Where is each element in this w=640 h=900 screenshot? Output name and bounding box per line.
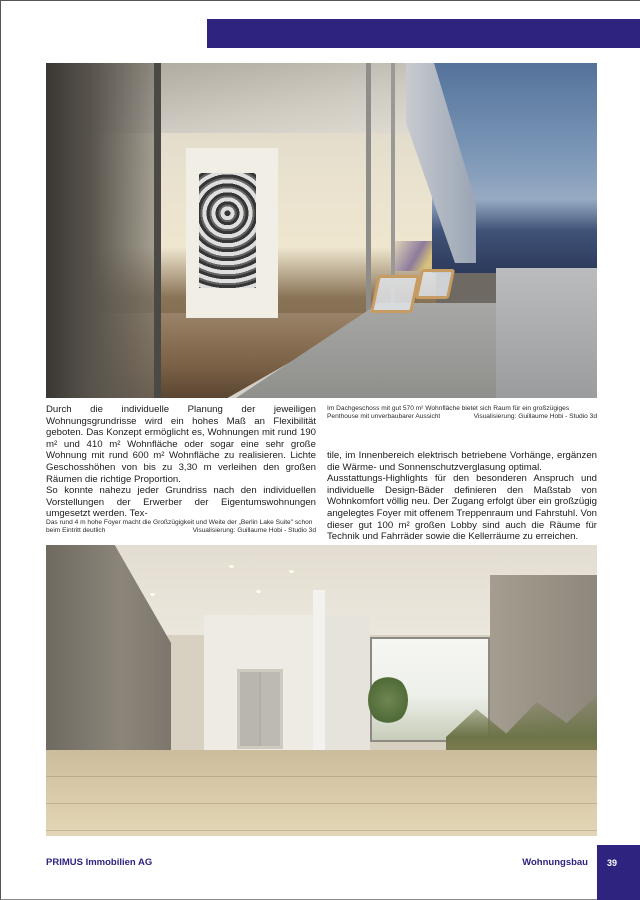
caption-credit: Visualisierung: Guillaume Hobi - Studio 3d	[192, 527, 316, 534]
floor-joints	[46, 750, 597, 836]
tree	[368, 675, 408, 725]
penthouse-caption	[327, 405, 597, 421]
paragraph: Durch die individuelle Planung der jeweiligen Wohnungsgrundrisse wird ein hohes Maß an Flexibilität geboten. Das Konzept ermöglicht es, Wohnungen mit rund 190 m² und 410 m² Wohnfläche oder sogar eine sehr große Wohnung mit rund 600 m² Wohnfläche zu realisieren. Lichte Geschosshöhen von bis zu 3,30 m verleihen den großen Räumen die richtige Proportion.	[46, 404, 316, 485]
caption-text: Im Dachgeschoss mit gut 570 m² Wohnfläche bietet sich Raum für ein großzügiges Penthouse mit unverbaubarer Aussicht	[327, 405, 570, 420]
support-column	[313, 590, 325, 760]
ceiling-light	[289, 570, 294, 573]
page-number-tab	[597, 845, 640, 900]
caption-text: Das rund 4 m hohe Foyer macht die Großzügigkeit und Weite der „Berlin Lake Suite" schon beim Eintritt deutlich	[46, 519, 313, 534]
paragraph: So konnte nahezu jeder Grundriss nach den individuellen Vorstellungen der Erwerber der Eigentumswohnungen umgesetzt werden. Tex-	[46, 485, 316, 520]
footer-publisher: PRIMUS Immobilien AG	[46, 857, 153, 868]
partition-wall	[325, 615, 370, 760]
terrace-parapet	[496, 268, 597, 398]
page-number: 39	[606, 858, 617, 868]
abstract-painting	[199, 173, 256, 288]
window-mullion	[154, 63, 161, 398]
foyer-caption	[46, 519, 316, 535]
lounge-chair	[415, 269, 455, 299]
body-column-left	[46, 404, 316, 520]
body-column-right	[327, 450, 597, 543]
paragraph: Ausstattungs-Highlights für den besonderen Anspruch und individuelle Design-Bäder definieren den Maßstab von Wohnkomfort völlig neu. Der Zugang erfolgt über ein großzügig angelegtes Foyer mit offenem Treppenraum und Fahrstuhl. Von dieser gut 100 m² großen Lobby sind auch die Räume für Technik und Fahrräder sowie die Kellerräume zu erreichen.	[327, 473, 597, 543]
ceiling-light	[229, 565, 234, 568]
penthouse-photo	[46, 63, 597, 398]
foyer-photo	[46, 545, 597, 836]
caption-credit: Visualisierung: Guillaume Hobi - Studio 3d	[473, 413, 597, 420]
footer-section: Wohnungsbau	[522, 857, 588, 868]
glass-facade	[46, 63, 156, 398]
lounge-chair	[370, 275, 420, 313]
paragraph: tile, im Innenbereich elektrisch betriebene Vorhänge, ergänzen die Wärme- und Sonnenschutzverglasung optimal.	[327, 450, 597, 473]
elevator-door	[237, 669, 283, 749]
ceiling-light	[150, 593, 155, 596]
header-color-bar	[207, 19, 640, 48]
ceiling-light	[256, 590, 261, 593]
